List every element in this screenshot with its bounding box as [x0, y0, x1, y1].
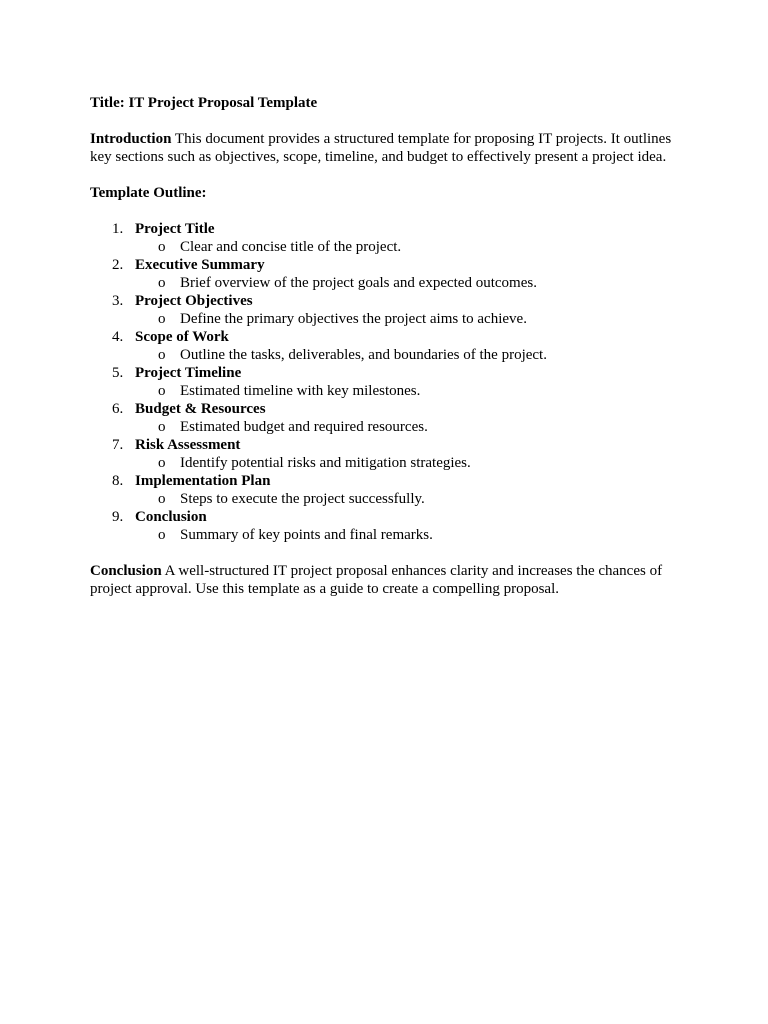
list-item: [90, 508, 690, 544]
item-description-text: Estimated timeline with key milestones.: [180, 383, 421, 399]
item-title: Project Objectives: [135, 293, 253, 309]
introduction-text: This document provides a structured template for proposing IT projects. It outlines key sections such as objectives, scope, timeline, and budget to effectively present a project idea.: [90, 131, 672, 165]
conclusion-label: Conclusion: [90, 563, 162, 579]
list-item: [90, 436, 690, 472]
list-item: [90, 364, 690, 400]
list-item: [90, 472, 690, 508]
item-description-text: Steps to execute the project successfully.: [180, 491, 425, 507]
item-title: Implementation Plan: [135, 473, 271, 489]
bullet-icon: o: [158, 491, 166, 507]
item-number: 5.: [112, 365, 124, 381]
list-item: [90, 292, 690, 328]
item-description: [135, 382, 690, 400]
list-item: [90, 400, 690, 436]
item-description: [135, 274, 690, 292]
introduction-label: Introduction: [90, 131, 172, 147]
item-title: Project Title: [135, 221, 215, 237]
introduction-paragraph: [90, 130, 690, 166]
bullet-icon: o: [158, 419, 166, 435]
item-description-text: Summary of key points and final remarks.: [180, 527, 433, 543]
item-title: Executive Summary: [135, 257, 265, 273]
item-description: [135, 526, 690, 544]
document-page: [90, 94, 690, 616]
conclusion-text: A well-structured IT project proposal enhances clarity and increases the chances of project approval. Use this template as a guide to create a compelling proposal.: [90, 563, 663, 597]
item-description: [135, 454, 690, 472]
document-title: Title: IT Project Proposal Template: [90, 95, 318, 111]
item-description-text: Clear and concise title of the project.: [180, 239, 402, 255]
item-description: [135, 346, 690, 364]
item-title: Conclusion: [135, 509, 207, 525]
item-title: Risk Assessment: [135, 437, 241, 453]
item-description: [135, 418, 690, 436]
item-description-text: Define the primary objectives the project aims to achieve.: [180, 311, 527, 327]
conclusion-paragraph: [90, 562, 690, 598]
item-number: 3.: [112, 293, 124, 309]
item-number: 7.: [112, 437, 124, 453]
list-item: [90, 220, 690, 256]
item-description-text: Estimated budget and required resources.: [180, 419, 428, 435]
bullet-icon: o: [158, 455, 166, 471]
item-description-text: Outline the tasks, deliverables, and boundaries of the project.: [180, 347, 547, 363]
item-number: 9.: [112, 509, 124, 525]
bullet-icon: o: [158, 275, 166, 291]
bullet-icon: o: [158, 527, 166, 543]
item-description: [135, 238, 690, 256]
outline-list: [90, 220, 690, 544]
item-number: 4.: [112, 329, 124, 345]
item-description-text: Brief overview of the project goals and expected outcomes.: [180, 275, 537, 291]
item-description: [135, 310, 690, 328]
item-title: Project Timeline: [135, 365, 242, 381]
item-title: Scope of Work: [135, 329, 229, 345]
item-description: [135, 490, 690, 508]
list-item: [90, 328, 690, 364]
bullet-icon: o: [158, 239, 166, 255]
item-number: 6.: [112, 401, 124, 417]
bullet-icon: o: [158, 311, 166, 327]
item-number: 2.: [112, 257, 124, 273]
outline-heading: Template Outline:: [90, 185, 207, 201]
item-description-text: Identify potential risks and mitigation strategies.: [180, 455, 471, 471]
bullet-icon: o: [158, 347, 166, 363]
item-title: Budget & Resources: [135, 401, 266, 417]
list-item: [90, 256, 690, 292]
item-number: 1.: [112, 221, 124, 237]
item-number: 8.: [112, 473, 124, 489]
bullet-icon: o: [158, 383, 166, 399]
